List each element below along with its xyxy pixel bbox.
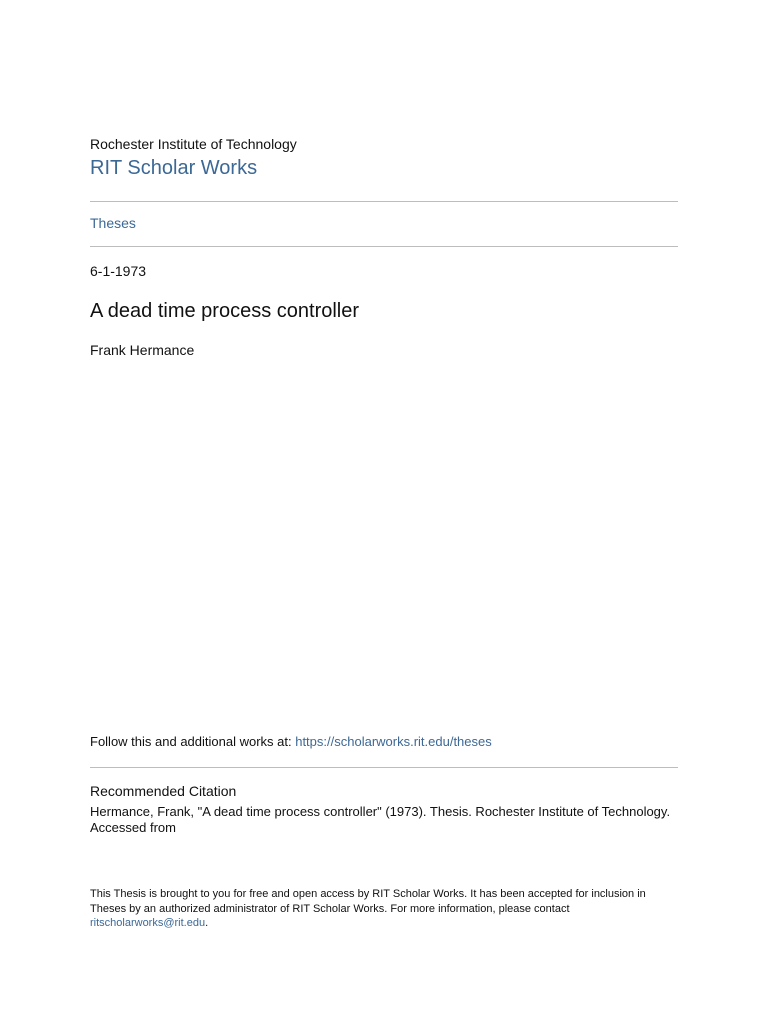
publication-date: 6-1-1973 <box>90 263 147 279</box>
notice-suffix: . <box>205 917 209 929</box>
citation-line-2: Accessed from <box>90 820 176 835</box>
citation-text <box>90 804 680 836</box>
document-title: A dead time process controller <box>90 300 360 322</box>
contact-email-link[interactable]: ritscholarworks@rit.edu <box>90 917 206 929</box>
notice-text: This Thesis is brought to you for free and open access by RIT Scholar Works. It has been accepted for inclusion in Theses by an authorized administrator of RIT Scholar Works. For more information, please contact <box>90 888 646 915</box>
collection-link-theses[interactable]: Theses <box>90 215 136 231</box>
citation-heading: Recommended Citation <box>90 783 237 799</box>
divider-middle <box>90 246 678 247</box>
author-name: Frank Hermance <box>90 342 195 358</box>
repository-link[interactable]: RIT Scholar Works <box>90 157 258 179</box>
divider-bottom <box>90 767 678 768</box>
follow-prefix: Follow this and additional works at: <box>90 734 296 749</box>
citation-line-1: Hermance, Frank, "A dead time process controller" (1973). Thesis. Rochester Institute of Technology. <box>90 804 671 819</box>
follow-line <box>90 734 492 749</box>
institution-name: Rochester Institute of Technology <box>90 136 297 152</box>
access-notice <box>90 887 680 931</box>
divider-top <box>90 201 678 202</box>
theses-url-link[interactable]: https://scholarworks.rit.edu/theses <box>295 734 492 749</box>
